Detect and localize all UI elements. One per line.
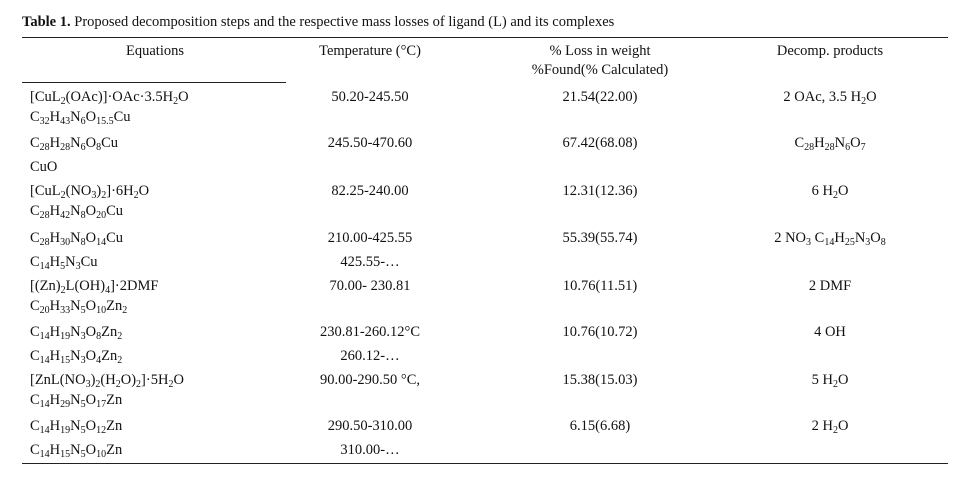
header-rule [22, 82, 286, 83]
temperature-cell: 50.20-245.50 [331, 89, 409, 105]
equation-cell: $C_{14}H_{15}N_5O_{10}Zn$ [30, 442, 123, 460]
equation-cell: $C_{28}H_{30}N_8O_{14}Cu$ [30, 230, 124, 248]
loss-cell: 67.42(68.08) [562, 135, 638, 151]
product-cell: 2 OAc, 3.5 $H_2O$ [783, 89, 877, 107]
product-cell: 5 $H_2O$ [811, 372, 849, 390]
equation-cell: $[ZnL(NO_3)_2(H_2O)_2]\cdot 5H_2O$ [30, 372, 184, 390]
equation-cell: $[(Zn)_2L(OH)_4]\cdot 2DMF$ [30, 278, 159, 296]
equation-cell: $[CuL_2(OAc)]\cdot OAc\cdot 3.5H_2O$ [30, 89, 189, 107]
temperature-cell: 245.50-470.60 [327, 135, 413, 151]
header-equations: Equations [126, 43, 184, 59]
product-cell: $C_{28}H_{28}N_6O_7$ [794, 135, 866, 153]
product-cell: 2 $NO_3$ $C_{14}H_{25}N_3O_8$ [774, 230, 886, 248]
header-temperature: Temperature (°C) [319, 43, 421, 59]
equation-cell: $C_{14}H_{15}N_3O_4Zn_2$ [30, 348, 123, 366]
table-caption [22, 14, 614, 31]
temperature-cell: 82.25-240.00 [331, 183, 409, 199]
temperature-cell: 230.81-260.12°C [319, 324, 421, 340]
loss-cell: 21.54(22.00) [562, 89, 638, 105]
temperature-cell: 210.00-425.55 [327, 230, 413, 246]
loss-cell: 6.15(6.68) [569, 418, 631, 434]
loss-cell: 10.76(11.51) [562, 278, 638, 294]
header-loss-line2: %Found(% Calculated) [531, 62, 669, 78]
equation-line2: $C_{14}H_{29}N_5O_{17}Zn$ [30, 392, 123, 410]
loss-cell: 15.38(15.03) [562, 372, 638, 388]
equation-cell: $[CuL_2(NO_3)_2]\cdot 6H_2O$ [30, 183, 150, 201]
equation-line2: $C_{20}H_{33}N_5O_{10}Zn_2$ [30, 298, 128, 316]
product-cell: 2 $H_2O$ [811, 418, 849, 436]
equation-cell: $C_{14}H_5N_3Cu$ [30, 254, 98, 272]
temperature-cell: 70.00- 230.81 [329, 278, 411, 294]
temperature-cell: 425.55-… [340, 254, 400, 270]
equation-cell: CuO [30, 159, 58, 175]
loss-cell: 55.39(55.74) [562, 230, 638, 246]
caption-text: Proposed decomposition steps and the respective mass losses of ligand (L) and its complexes [70, 14, 615, 30]
equation-line2: $C_{32}H_{43}N_6O_{15.5}Cu$ [30, 109, 131, 127]
equation-cell: $C_{14}H_{19}N_3O_8Zn_2$ [30, 324, 123, 342]
equation-line2: $C_{28}H_{42}N_8O_{20}Cu$ [30, 203, 124, 221]
caption-label: Table 1. [22, 14, 71, 30]
equation-cell: $C_{28}H_{28}N_6O_8Cu$ [30, 135, 119, 153]
bottom-rule [22, 463, 948, 464]
product-cell: 4 OH [814, 324, 846, 340]
temperature-cell: 90.00-290.50 °C, [319, 372, 421, 388]
product-cell: 2 DMF [808, 278, 852, 294]
temperature-cell: 310.00-… [340, 442, 400, 458]
header-products: Decomp. products [776, 43, 884, 59]
temperature-cell: 260.12-… [340, 348, 400, 364]
header-loss-line1: % Loss in weight [549, 43, 651, 59]
loss-cell: 10.76(10.72) [562, 324, 638, 340]
equation-cell: $C_{14}H_{19}N_5O_{12}Zn$ [30, 418, 123, 436]
product-cell: 6 $H_2O$ [811, 183, 849, 201]
loss-cell: 12.31(12.36) [562, 183, 638, 199]
top-rule [22, 37, 948, 38]
temperature-cell: 290.50-310.00 [327, 418, 413, 434]
